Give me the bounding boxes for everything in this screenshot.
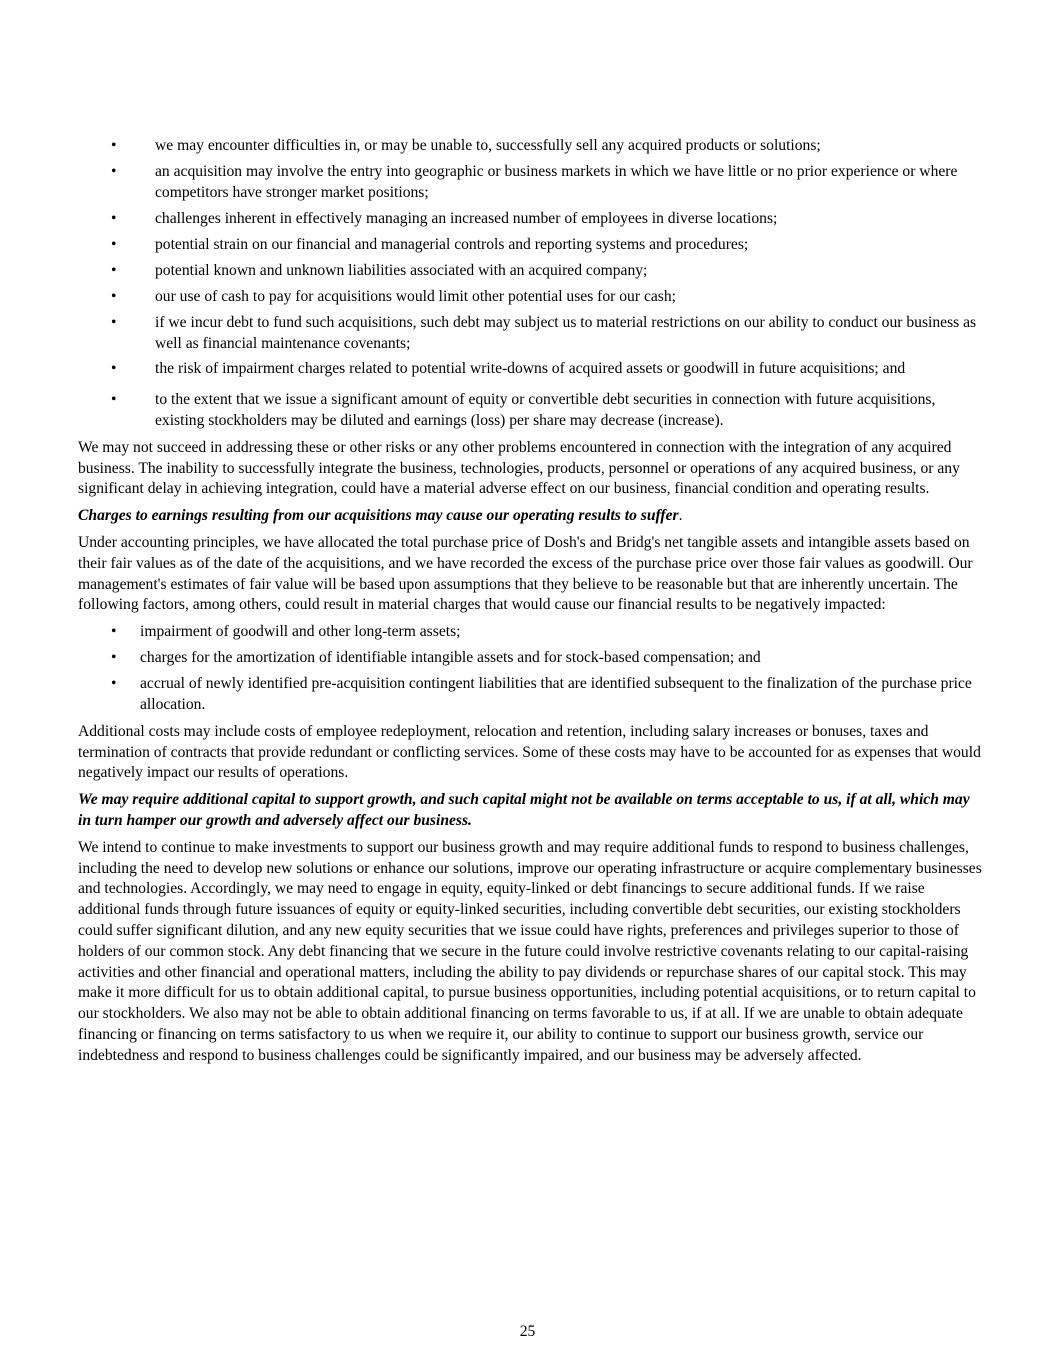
list-item	[78, 235, 982, 256]
list-item	[78, 287, 982, 308]
list-item-text: if we incur debt to fund such acquisitions, such debt may subject us to material restrictions on our ability to conduct our business as well as financial maintenance covenants;	[155, 313, 977, 352]
list-item	[78, 209, 982, 230]
list-item	[78, 359, 982, 380]
paragraph-integration-risk: We may not succeed in addressing these or other risks or any other problems encountered in connection with the integration of any acquired business. The inability to successfully integrate the business, technologies, products, personnel or operations of any acquired business, or any significant delay in achieving integration, could have a material adverse effect on our business, financial condition and operating results.	[78, 438, 960, 498]
heading-text: Charges to earnings resulting from our acquisitions may cause our operating results to suffer	[78, 507, 679, 525]
list-item	[78, 622, 982, 643]
list-item-text: we may encounter difficulties in, or may be unable to, successfully sell any acquired products or solutions;	[155, 137, 821, 154]
list-item-text: impairment of goodwill and other long-term assets;	[140, 623, 461, 641]
list-item	[78, 674, 982, 716]
list-item-text: an acquisition may involve the entry into geographic or business markets in which we have little or no prior experience or where competitors have stronger market positions;	[155, 162, 958, 201]
list-item	[78, 261, 982, 282]
paragraph-additional-capital: We intend to continue to make investments to support our business growth and may require additional funds to respond to business challenges, including the need to develop new solutions or enhance our solutions, improve our operating infrastructure or acquire complementary businesses and technologies. Accordingly, we may need to engage in equity, equity-linked or debt financings to secure additional funds. If we raise additional funds through future issuances of equity or equity-linked securities, including convertible debt securities, our existing stockholders could suffer significant dilution, and any new equity securities that we issue could have rights, preferences and privileges superior to those of holders of our common stock. Any debt financing that we secure in the future could involve restrictive covenants relating to our capital-raising activities and other financial and operational matters, including the ability to pay dividends or repurchase shares of our capital stock. This may make it more difficult for us to obtain additional capital, to pursue business opportunities, including potential acquisitions, or to return capital to our stockholders. We also may not be able to obtain additional financing on terms favorable to us, if at all. If we are unable to obtain adequate financing or financing on terms satisfactory to us when we require it, our ability to continue to support our business growth, service our indebtedness and respond to business challenges could be significantly impaired, and our business may be adversely affected.	[78, 838, 982, 1064]
list-item-text: our use of cash to pay for acquisitions would limit other potential uses for our cash;	[155, 287, 676, 305]
bullet-marker: •	[111, 209, 117, 227]
list-item	[78, 390, 982, 432]
bullet-marker: •	[111, 162, 117, 180]
bullet-marker: •	[111, 391, 117, 409]
list-item-text: potential known and unknown liabilities associated with an acquired company;	[155, 261, 648, 279]
page-number: 25	[519, 1323, 536, 1340]
list-item-text: charges for the amortization of identifiable intangible assets and for stock-based compensation; and	[140, 649, 761, 667]
section-heading-charges-to-earnings	[78, 506, 982, 527]
list-item-text: to the extent that we issue a significant amount of equity or convertible debt securities in connection with future acquisitions, existing stockholders may be diluted and earnings (loss) per share may decrease (increase).	[155, 391, 936, 430]
list-item-text: potential strain on our financial and managerial controls and reporting systems and procedures;	[155, 235, 749, 253]
section-heading-additional-capital: We may require additional capital to support growth, and such capital might not be available on terms acceptable to us, if at all, which may in turn hamper our growth and adversely affect our business.	[78, 791, 970, 829]
bullet-marker: •	[111, 261, 117, 279]
bullet-marker: •	[111, 623, 117, 641]
bullet-marker: •	[111, 235, 117, 253]
bullet-marker: •	[111, 313, 117, 331]
risk-bullet-list-charges	[78, 622, 982, 716]
bullet-marker: •	[111, 137, 117, 154]
bullet-marker: •	[111, 360, 117, 378]
list-item	[78, 313, 982, 355]
list-item-text: accrual of newly identified pre-acquisition contingent liabilities that are identified subsequent to the finalization of the purchase price allocation.	[140, 675, 972, 714]
list-item	[78, 648, 982, 669]
list-item	[78, 162, 982, 204]
list-item	[78, 136, 982, 157]
paragraph-additional-costs: Additional costs may include costs of employee redeployment, relocation and retention, including salary increases or bonuses, taxes and termination of contracts that provide redundant or conflicting services. Some of these costs may have to be accounted for as expenses that would negatively impact our results of operations.	[78, 722, 981, 782]
paragraph-accounting-principles: Under accounting principles, we have allocated the total purchase price of Dosh's and Bridg's net tangible assets and intangible assets based on their fair values as of the date of the acquisitions, and we have recorded the excess of the purchase price over those fair values as goodwill. Our management's estimates of fair value will be based upon assumptions that they believe to be reasonable but that are inherently uncertain. The following factors, among others, could result in material charges that would cause our financial results to be negatively impacted:	[78, 534, 973, 614]
bullet-marker: •	[111, 675, 117, 693]
bullet-marker: •	[111, 287, 117, 305]
document-page	[78, 136, 982, 1073]
bullet-marker: •	[111, 649, 117, 667]
list-item-text: challenges inherent in effectively managing an increased number of employees in diverse locations;	[155, 209, 778, 227]
heading-end-period: .	[678, 507, 683, 525]
list-item-text: the risk of impairment charges related to potential write-downs of acquired assets or goodwill in future acquisitions; and	[155, 360, 906, 378]
risk-bullet-list-integration	[78, 136, 982, 432]
